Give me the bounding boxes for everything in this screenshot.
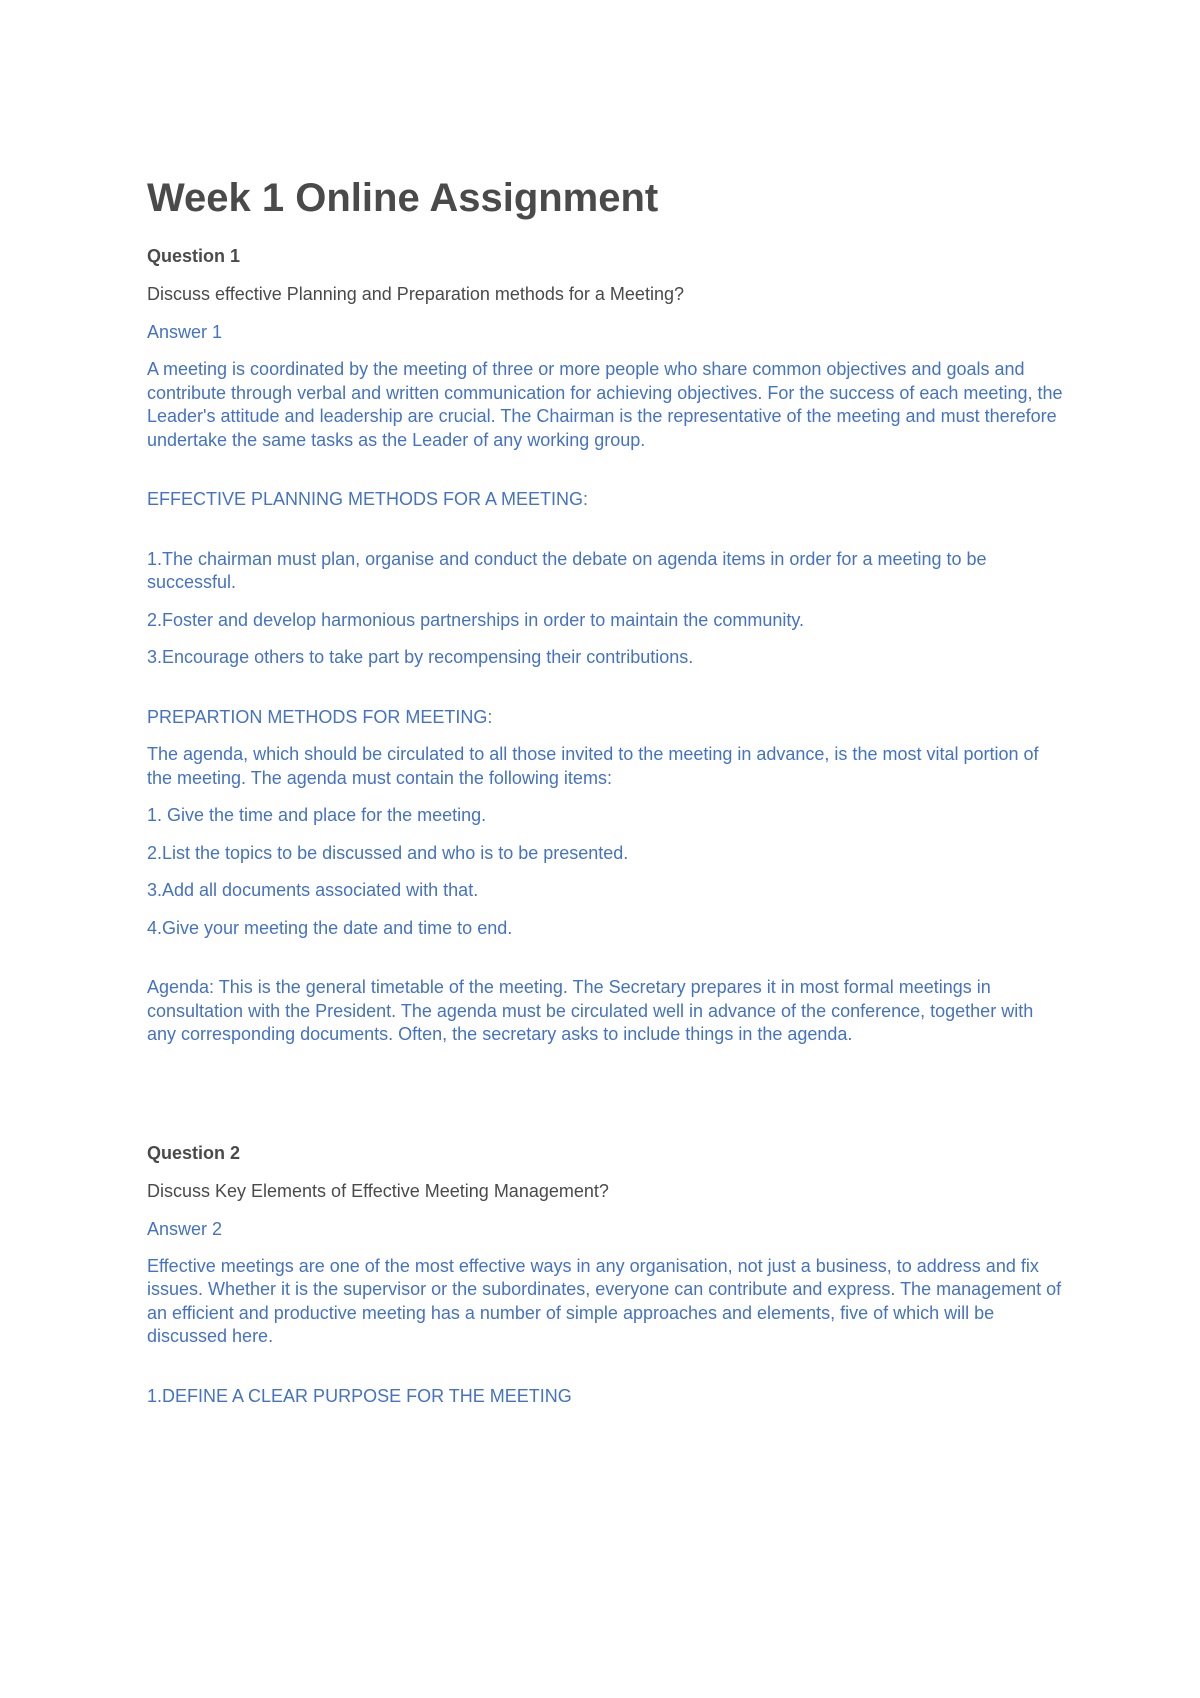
question-1-heading: Question 1 [147, 246, 241, 266]
preparation-item: 1. Give the time and place for the meeting. [147, 805, 487, 825]
agenda-paragraph: Agenda: This is the general timetable of the meeting. The Secretary prepares it in most formal meetings in consultation with the President. The agenda must be circulated well in advance of the conference, together with any corresponding documents. Often, the secretary asks to include things in the agenda. [147, 977, 1034, 1044]
preparation-item: 4.Give your meeting the date and time to end. [147, 917, 513, 938]
planning-item: 1.The chairman must plan, organise and conduct the debate on agenda items in order for a meeting to be successful. [147, 548, 987, 592]
question-2-heading: Question 2 [147, 1142, 241, 1163]
answer-1-label: Answer 1 [147, 322, 223, 342]
document-title: Week 1 Online Assignment [147, 176, 659, 220]
answer-2-label: Answer 2 [147, 1218, 223, 1239]
planning-item: 3.Encourage others to take part by recompensing their contributions. [147, 647, 694, 667]
preparation-item: 3.Add all documents associated with that. [147, 880, 479, 900]
preparation-item: 2.List the topics to be discussed and who is to be presented. [147, 842, 629, 863]
planning-item: 2.Foster and develop harmonious partnerships in order to maintain the community. [147, 609, 805, 630]
question-2-text: Discuss Key Elements of Effective Meeting Management? [147, 1180, 609, 1201]
answer-1-intro: A meeting is coordinated by the meeting of three or more people who share common objectives and goals and contribute through verbal and written communication for achieving objectives. For the success of each meeting, the Leader's attitude and leadership are crucial. The Chairman is the representative of the meeting and must therefore undertake the same tasks as the Leader of any working group. [147, 359, 1063, 450]
preparation-intro: The agenda, which should be circulated to all those invited to the meeting in advance, is the most vital portion of the meeting. The agenda must contain the following items: [147, 744, 1039, 788]
document-page [147, 170, 1067, 1422]
planning-methods-heading: EFFECTIVE PLANNING METHODS FOR A MEETING: [147, 489, 589, 509]
answer-2-intro: Effective meetings are one of the most effective ways in any organisation, not just a business, to address and fix issues. Whether it is the supervisor or the subordinates, everyone can contribute and express. The management of an efficient and productive meeting has a number of simple approaches and elements, five of which will be discussed here. [147, 1255, 1062, 1346]
preparation-methods-heading: PREPARTION METHODS FOR MEETING: [147, 706, 493, 727]
question-1-text: Discuss effective Planning and Preparation methods for a Meeting? [147, 284, 684, 304]
section-1-heading: 1.DEFINE A CLEAR PURPOSE FOR THE MEETING [147, 1385, 572, 1406]
